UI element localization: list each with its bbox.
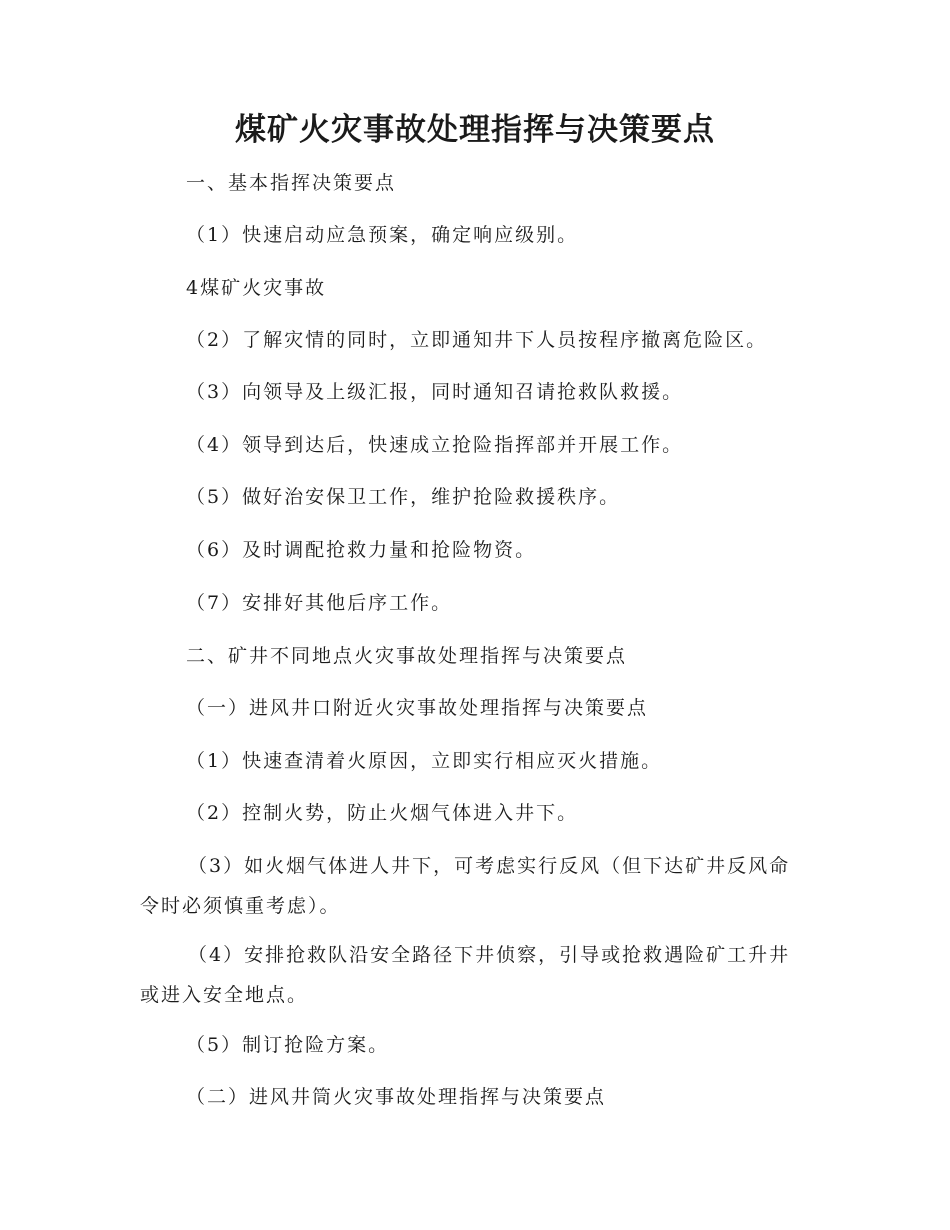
document-title: 煤矿火灾事故处理指挥与决策要点 — [235, 112, 715, 148]
paragraph: （5）制订抢险方案。 — [186, 1034, 390, 1056]
section-heading-2: 二、矿井不同地点火灾事故处理指挥与决策要点 — [186, 645, 628, 667]
section-heading-1: 一、基本指挥决策要点 — [186, 172, 397, 194]
paragraph: （3）向领导及上级汇报，同时通知召请抢救队救援。 — [186, 381, 684, 403]
paragraph: （2）控制火势，防止火烟气体进入井下。 — [186, 802, 579, 824]
paragraph: 4煤矿火灾事故 — [186, 277, 327, 299]
paragraph: （6）及时调配抢救力量和抢险物资。 — [186, 539, 537, 561]
paragraph: （1）快速查清着火原因，立即实行相应灭火措施。 — [186, 750, 663, 772]
paragraph: （2）了解灾情的同时，立即通知井下人员按程序撤离危险区。 — [186, 329, 768, 351]
paragraph: （3）如火烟气体进人井下，可考虑实行反风（但下达矿井反风命令时必须慎重考虑）。 — [140, 855, 791, 917]
subsection-heading-2: （二）进风井筒火灾事故处理指挥与决策要点 — [186, 1086, 607, 1108]
paragraph: （5）做好治安保卫工作，维护抢险救援秩序。 — [186, 486, 621, 508]
paragraph: （4）领导到达后，快速成立抢险指挥部并开展工作。 — [186, 434, 684, 456]
subsection-heading-1: （一）进风井口附近火灾事故处理指挥与决策要点 — [186, 697, 649, 719]
paragraph: （7）安排好其他后序工作。 — [186, 592, 453, 614]
paragraph: （1）快速启动应急预案，确定响应级别。 — [186, 224, 579, 246]
paragraph: （4）安排抢救队沿安全路径下井侦察，引导或抢救遇险矿工升井或进入安全地点。 — [140, 944, 791, 1006]
